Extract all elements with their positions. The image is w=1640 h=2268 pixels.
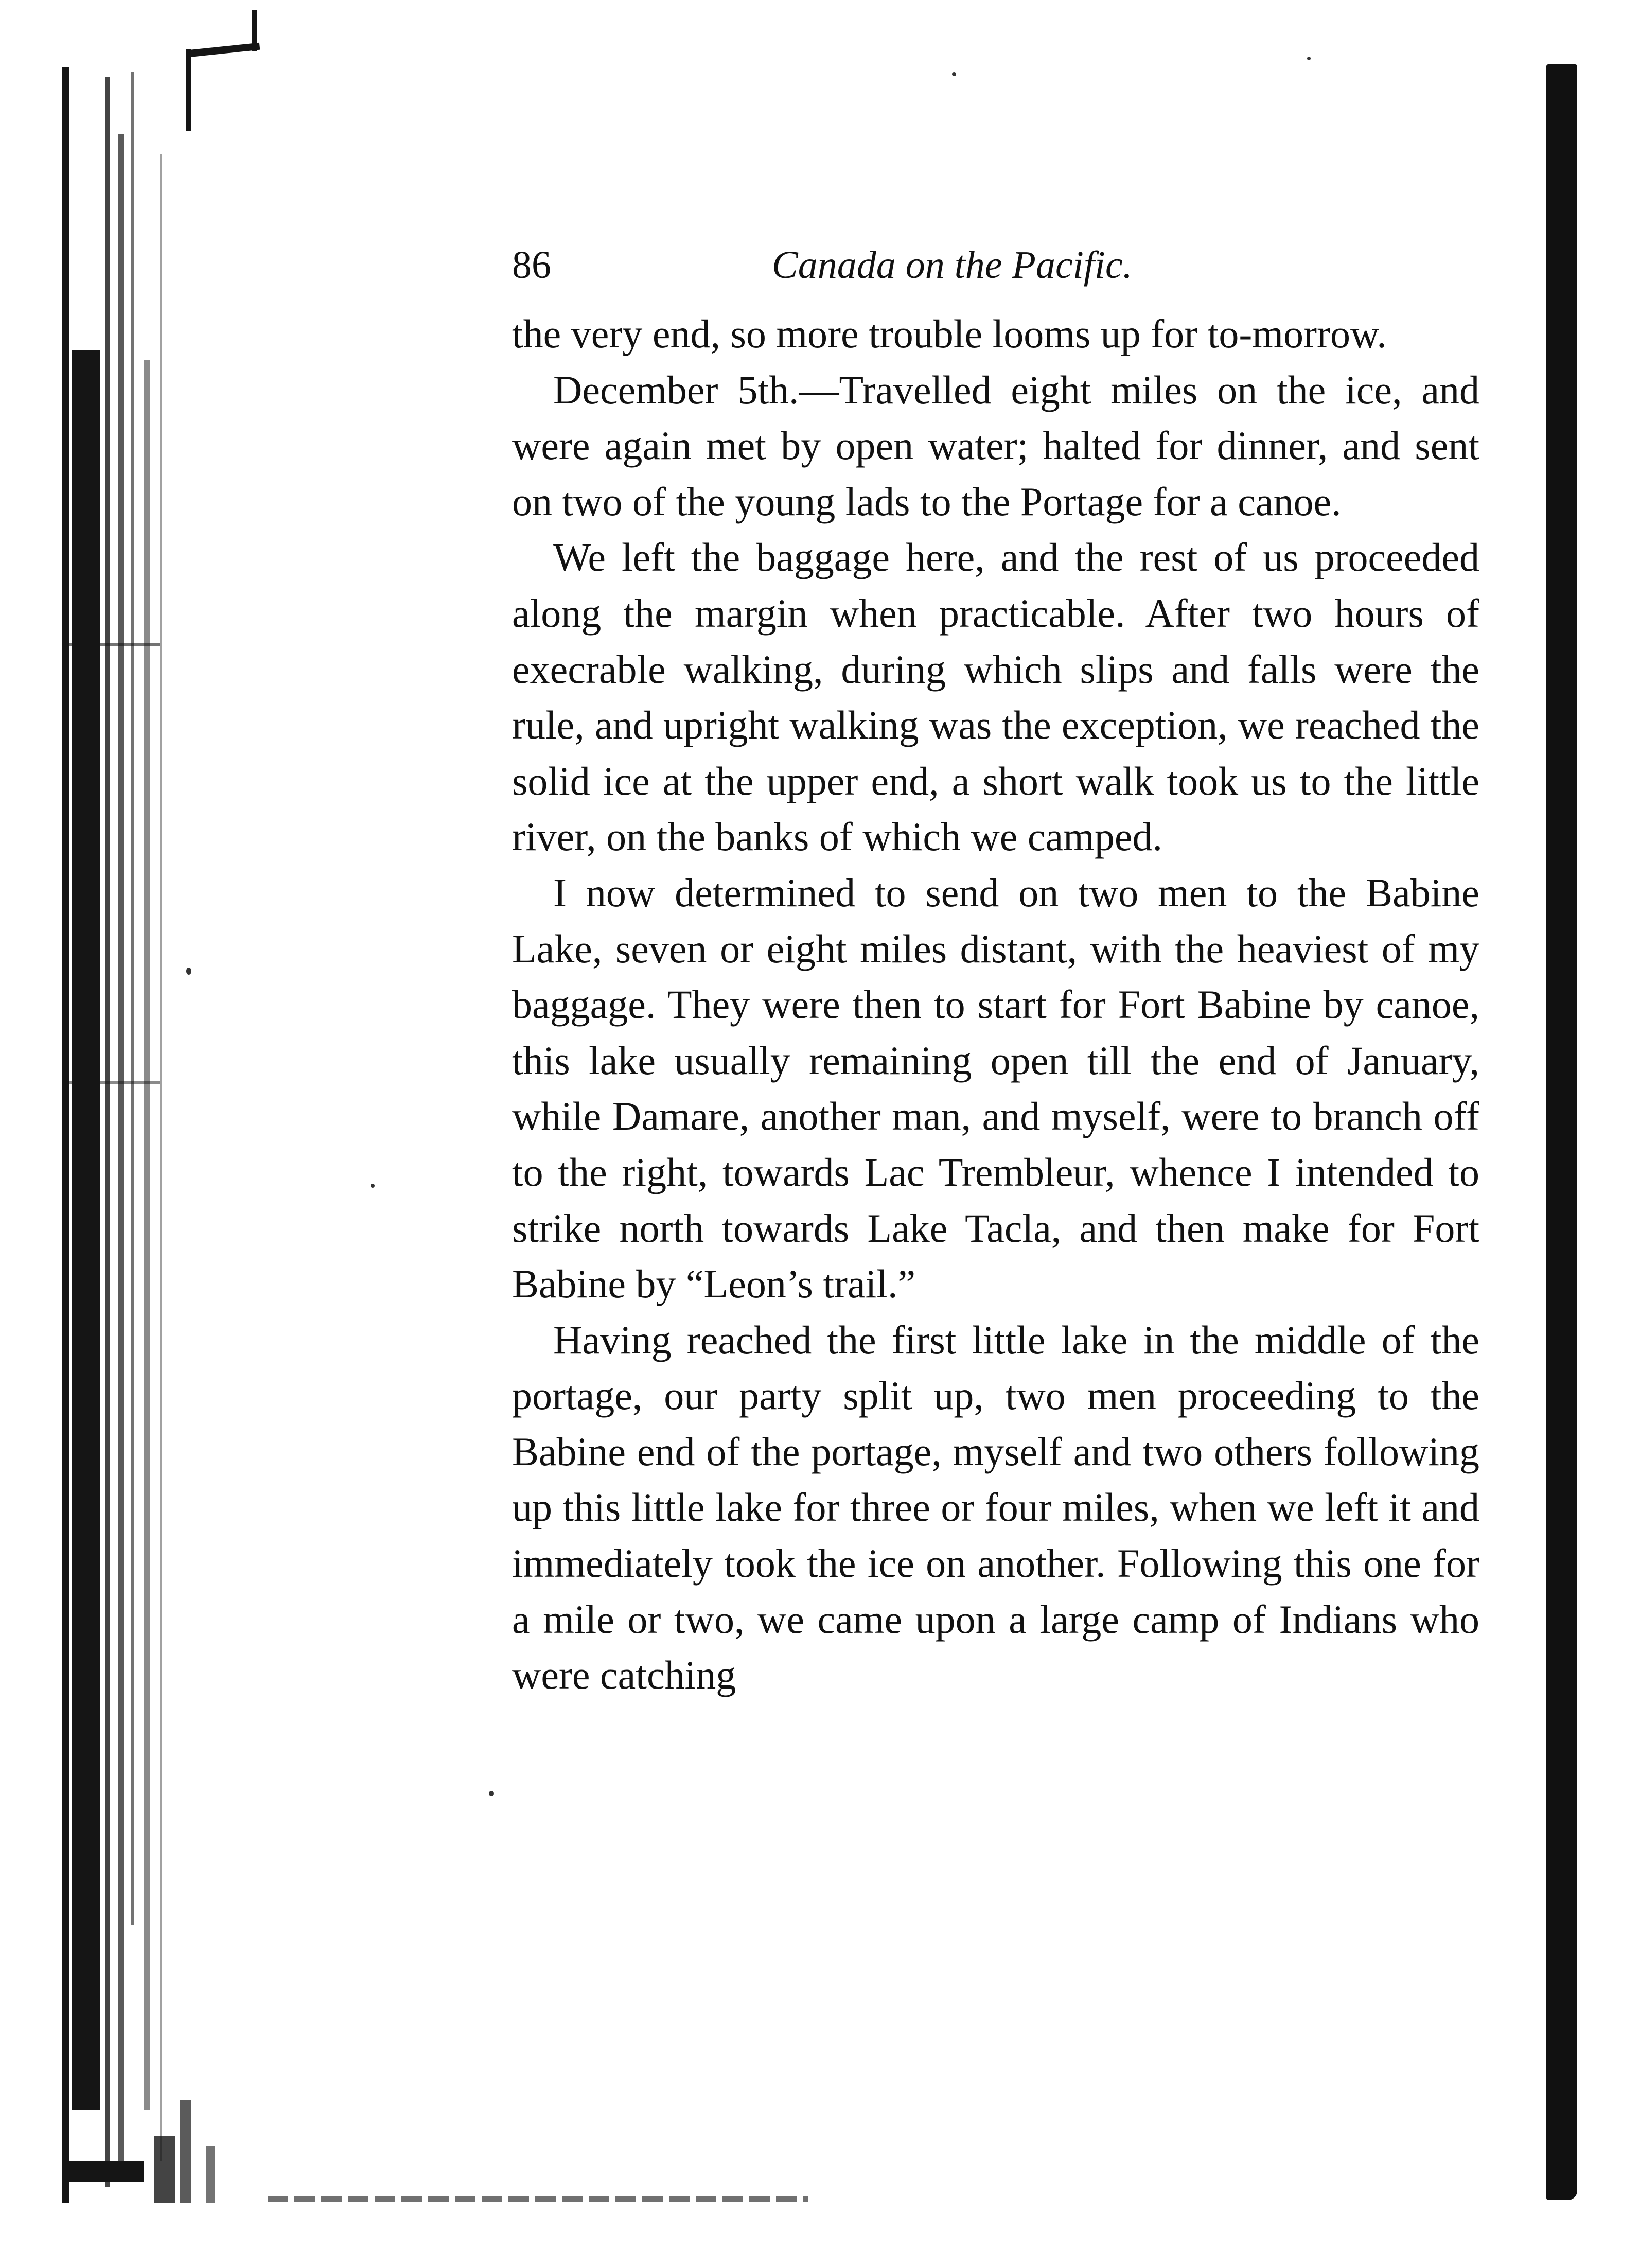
paragraph: We left the baggage here, and the rest of us proceeded along the margin when practicable. After two hours of execrable walking, during which slips and falls were the rule, and upright walking was the exception, we reached the solid ice at the upper end, a short walk took us to the little river, on the banks of which we camped. [512, 535, 1479, 859]
scan-gutter-artifact [0, 0, 288, 2268]
scan-speck [1307, 57, 1311, 60]
body-text [512, 306, 1479, 1703]
book-page [512, 234, 1479, 1703]
paragraph: Having reached the first little lake in the middle of the portage, our party split up, two men proceeding to the Babine end of the portage, myself and two others following up this little lake for three or four miles, when we left it and immediately took the ice on another. Following this one for a mile or two, we came upon a large camp of Indians who were catching [512, 1317, 1479, 1698]
page-number: 86 [512, 243, 551, 287]
paragraph: I now determined to send on two men to the Babine Lake, seven or eight miles distant, with the heaviest of my baggage. They were then to start for Fort Babine by canoe, this lake usually remaining open till the end of January, while Damare, another man, and myself, were to branch off to the right, towards Lac Trembleur, whence I intended to strike north towards Lake Tacla, and then make for Fort Babine by “Leon’s trail.” [512, 870, 1479, 1307]
scan-speck [371, 1184, 375, 1188]
scan-rule-artifact [268, 2196, 808, 2202]
running-head [512, 234, 1479, 296]
scan-speck [186, 968, 191, 975]
scan-edge-artifact [1546, 64, 1577, 2200]
paragraph: the very end, so more trouble looms up for to-morrow. [512, 311, 1387, 356]
scan-speck [489, 1791, 494, 1796]
scan-speck [952, 72, 956, 76]
paragraph: December 5th.—Travelled eight miles on the ice, and were again met by open water; halted for dinner, and sent on two of the young lads to the Portage for a canoe. [512, 367, 1479, 524]
running-title: Canada on the Pacific. [772, 243, 1133, 287]
